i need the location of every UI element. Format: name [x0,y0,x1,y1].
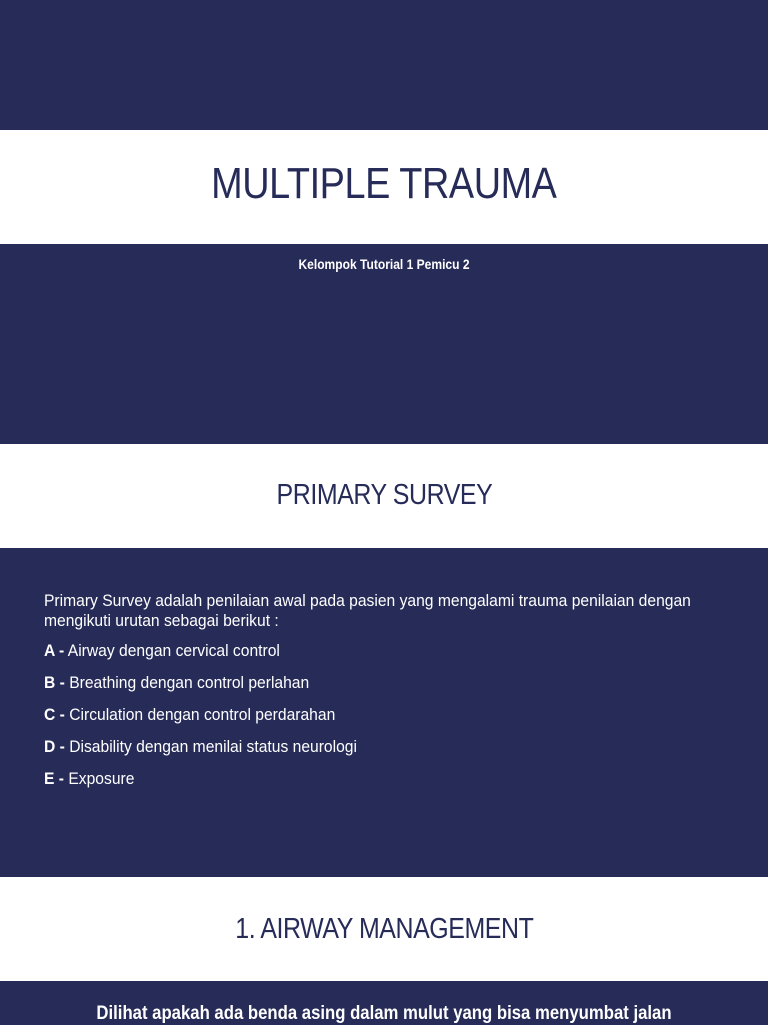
item-text: Exposure [68,769,135,788]
item-letter: E - [44,769,64,788]
primary-survey-band [0,444,768,548]
page-title: MULTIPLE TRAUMA [211,159,557,208]
item-text: Breathing dengan control perlahan [69,673,310,692]
list-item [44,737,670,769]
item-letter: D - [44,737,65,756]
airway-band [0,877,768,981]
title-band [0,130,768,244]
item-letter: B - [44,673,65,692]
list-item [44,673,670,705]
item-text: Circulation dengan control perdarahan [69,705,336,724]
list-item [44,769,670,801]
item-letter: C - [44,705,65,724]
item-text: Disability dengan menilai status neurologi [69,737,357,756]
airway-body: Dilihat apakah ada benda asing dalam mulut yang bisa menyumbat jalan [96,1003,672,1024]
primary-survey-heading: PRIMARY SURVEY [276,478,492,511]
abcde-list [44,641,724,801]
list-item [44,705,670,737]
airway-heading: 1. AIRWAY MANAGEMENT [234,912,534,945]
item-letter: A - [44,641,65,660]
primary-survey-intro: Primary Survey adalah penilaian awal pada pasien yang mengalami trauma penilaian dengan mengikuti urutan sebagai berikut : [44,591,691,630]
primary-survey-content [44,591,724,801]
item-text: Airway dengan cervical control [67,641,280,660]
list-item [44,641,670,673]
subtitle: Kelompok Tutorial 1 Pemicu 2 [298,256,470,272]
